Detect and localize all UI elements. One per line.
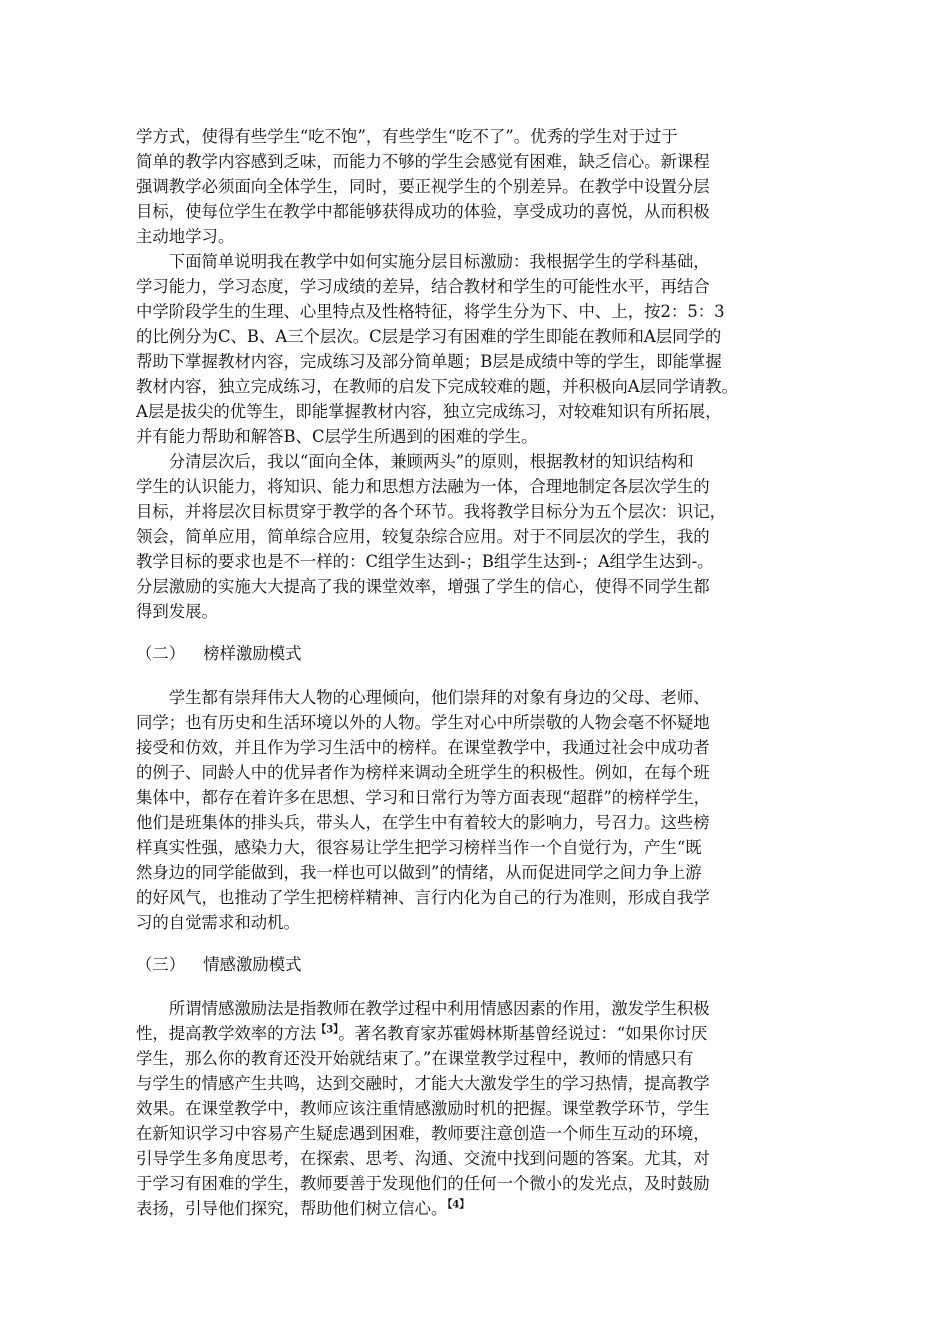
section-title: 情感激励模式 [203,955,302,974]
text-line: 分清层次后，我以“面向全体，兼顾两头”的原则，根据教材的知识结构和 [136,452,694,471]
text-line: 同学；也有历史和生活环境以外的人物。学生对心中所崇敬的人物会毫不怀疑地 [136,713,710,732]
text-line: 在新知识学习中容易产生疑虑遇到困难，教师要注意创造一个师生互动的环境， [136,1124,710,1143]
text-line: 接受和仿效，并且作为学习生活中的榜样。在课堂教学中，我通过社会中成功者 [136,738,710,757]
text-line: 的好风气，也推动了学生把榜样精神、言行内化为自己的行为准则，形成自我学 [136,888,710,907]
text-line: 学习能力，学习态度，学习成绩的差异，结合教材和学生的可能性水平，再结合 [136,277,710,296]
text-line: 教学目标的要求也是不一样的：C组学生达到-；B组学生达到-；A组学生达到-。 [136,552,714,571]
text-line: 然身边的同学能做到，我一样也可以做到”的情绪，从而促进同学之间力争上游 [136,863,702,882]
section-heading-emotion [136,952,820,977]
paragraph-intro [136,124,820,249]
text-line: A层是拔尖的优等生，即能掌握教材内容，独立完成练习，对较难知识有所拓展， [136,402,722,421]
paragraph-role-model [136,685,820,935]
text-line: 主动地学习。 [136,227,235,246]
text-line: 帮助下掌握教材内容，完成练习及部分简单题；B层是成绩中等的学生，即能掌握 [136,352,722,371]
paragraph-layered-goals [136,249,820,449]
text-line: 得到发展。 [136,602,218,621]
text-line: 目标，并将层次目标贯穿于教学的各个环节。我将教学目标分为五个层次：识记， [136,502,727,521]
text-line: 分层激励的实施大大提高了我的课堂效率，增强了学生的信心，使得不同学生都 [136,577,710,596]
text-line: 效果。在课堂教学中，教师应该注重情感激励时机的把握。课堂教学环节，学生 [136,1099,710,1118]
text-line: 集体中，都存在着许多在思想、学习和日常行为等方面表现“超群”的榜样学生， [136,788,711,807]
text-line: 引导学生多角度思考，在探索、思考、沟通、交流中找到问题的答案。尤其，对 [136,1149,710,1168]
section-title: 榜样激励模式 [203,644,302,663]
section-number: （二） [136,644,186,663]
paragraph-layer-implementation [136,449,820,624]
text-line: 领会，简单应用，简单综合应用，较复杂综合应用。对于不同层次的学生，我的 [136,527,710,546]
citation-ref-4[interactable]: 【4】 [447,1199,470,1211]
paragraph-emotion [136,996,820,1221]
document-body [136,124,820,1221]
text-line: 简单的教学内容感到乏味，而能力不够的学生会感觉有困难，缺乏信心。新课程 [136,152,710,171]
text-fragment: 。著名教育家苏霍姆林斯基曾经说过：“如果你讨厌 [338,1024,708,1043]
text-line: 并有能力帮助和解答B、C层学生所遇到的困难的学生。 [136,427,538,446]
citation-ref-3[interactable]: 【3】 [316,1024,339,1036]
text-line: 中学阶段学生的生理、心里特点及性格特征，将学生分为下、中、上，按2：5：3 [136,302,725,321]
section-heading-role-model [136,641,820,666]
text-line: 他们是班集体的排头兵，带头人，在学生中有着较大的影响力，号召力。这些榜 [136,813,710,832]
text-line: 习的自觉需求和动机。 [136,913,300,932]
text-line: 于学习有困难的学生，教师要善于发现他们的任何一个微小的发光点，及时鼓励 [136,1174,710,1193]
text-fragment: 性，提高教学效率的方法 [136,1024,317,1043]
text-line: 下面简单说明我在教学中如何实施分层目标激励：我根据学生的学科基础， [136,252,710,271]
text-line: 与学生的情感产生共鸣，达到交融时，才能大大激发学生的学习热情，提高教学 [136,1074,710,1093]
text-line: 强调教学必须面向全体学生，同时，要正视学生的个别差异。在教学中设置分层 [136,177,710,196]
text-line: 学生都有崇拜伟大人物的心理倾向，他们崇拜的对象有身边的父母、老师、 [136,688,710,707]
text-line: 的比例分为C、B、A三个层次。C层是学习有困难的学生即能在教师和A层同学的 [136,327,722,346]
text-line: 教材内容，独立完成练习，在教师的启发下完成较难的题，并积极向A层同学请教。 [136,377,738,396]
text-line: 的例子、同龄人中的优异者作为榜样来调动全班学生的积极性。例如，在每个班 [136,763,710,782]
text-line: 学方式，使得有些学生“吃不饱”，有些学生“吃不了”。优秀的学生对于过于 [136,127,678,146]
text-line: 学生的认识能力，将知识、能力和思想方法融为一体，合理地制定各层次学生的 [136,477,710,496]
section-number: （三） [136,955,186,974]
text-line [136,1196,820,1221]
text-line: 所谓情感激励法是指教师在教学过程中利用情感因素的作用，激发学生积极 [136,999,710,1018]
text-line: 样真实性强，感染力大，很容易让学生把学习榜样当作一个自觉行为，产生“既 [136,838,702,857]
text-line: 目标，使每位学生在教学中都能够获得成功的体验，享受成功的喜悦，从而积极 [136,202,710,221]
text-fragment: 表扬，引导他们探究，帮助他们树立信心。 [136,1199,448,1218]
text-line: 学生，那么你的教育还没开始就结束了。”在课堂教学过程中，教师的情感只有 [136,1049,694,1068]
text-line [136,1021,820,1046]
